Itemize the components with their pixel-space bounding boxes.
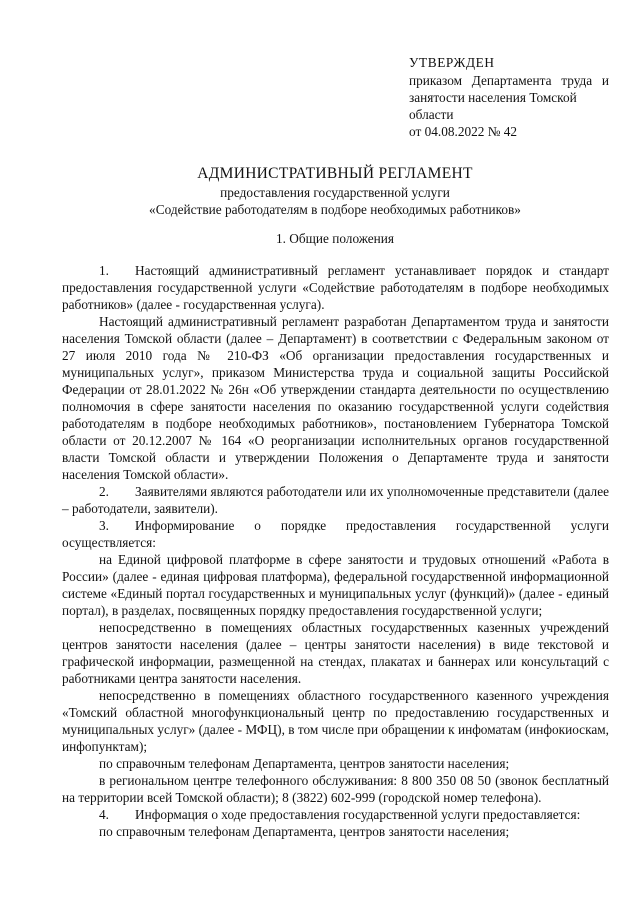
approval-stamp <box>409 54 609 140</box>
approval-order-date: от 04.08.2022 № 42 <box>409 124 518 139</box>
paragraph-number: 2. <box>99 484 109 499</box>
paragraph-1-basis: Настоящий административный регламент разработан Департаментом труда и занятости населения Томской области (далее – Департамент) в соответствии с Федеральным законом от 27 июля 2010 года № 210-ФЗ «Об организации предоставления государственных и муниципальных услуг», приказом Министерства труда и социальной защиты Российской Федерации от 28.01.2022 № 26н «Об утверждении стандарта деятельности по осуществлению полномочия в сфере занятости населения по оказанию государственной услуги содействия работодателям в подборе необходимых работников», постановлением Губернатора Томской области от 20.12.2007 № 164 «О реорганизации исполнительных органов государственной власти Томской области и утверждении Положения о Департаменте труда и занятости населения Томской области». <box>62 314 609 482</box>
document-title <box>60 164 610 218</box>
paragraph-3 <box>62 517 609 551</box>
paragraph-4 <box>62 806 609 823</box>
paragraph-1 <box>62 262 609 313</box>
paragraph-3-item-mfc: непосредственно в помещениях областного государственного казенного учреждения «Томский областной многофункциональный центр по предоставлению государственных и муниципальных услуг» (далее - МФЦ), в том числе при обращении к инфоматам (инфокиоскам, инфопунктам); <box>62 688 609 754</box>
paragraph-number: 1. <box>99 263 109 278</box>
paragraph-text: Информация о ходе предоставления государственной услуги предоставляется: <box>135 807 581 822</box>
approval-heading: УТВЕРЖДЕН <box>409 55 495 70</box>
paragraph-3-item-centers: непосредственно в помещениях областных государственных казенных учреждений центров занятости населения (далее – центры занятости населения) в виде текстовой и графической информации, размещенной на стендах, плакатах и баннерах или консультаций с работниками центра занятости населения. <box>62 620 609 686</box>
approval-order-region: области <box>409 107 454 122</box>
title-subtitle-2: «Содействие работодателям в подборе необходимых работников» <box>149 202 521 217</box>
title-main: АДМИНИСТРАТИВНЫЙ РЕГЛАМЕНТ <box>197 165 473 182</box>
approval-order-text: приказом Департамента труда и занятости населения Томской <box>409 73 609 105</box>
paragraph-number: 3. <box>99 518 109 533</box>
paragraph-2 <box>62 483 609 517</box>
paragraph-4-item-phones: по справочным телефонам Департамента, центров занятости населения; <box>99 824 510 839</box>
paragraph-3-item-phones: по справочным телефонам Департамента, центров занятости населения; <box>99 756 510 771</box>
paragraph-number: 4. <box>99 807 109 822</box>
paragraph-text: Информирование о порядке предоставления государственной услуги осуществляется: <box>62 518 609 550</box>
paragraph-3-item-platform: на Единой цифровой платформе в сфере занятости и трудовых отношений «Работа в России» (далее - единая цифровая платформа), федеральной государственной информационной системе «Единый портал государственных и муниципальных услуг (функций)» (далее - единый портал), в разделах, посвященных порядку предоставления государственной услуги; <box>62 552 609 618</box>
document-body <box>62 262 609 840</box>
paragraph-3-item-call-center: в региональном центре телефонного обслуживания: 8 800 350 08 50 (звонок бесплатный на территории всей Томской области); 8 (3822) 602-999 (городской номер телефона). <box>62 773 609 805</box>
section-heading: 1. Общие положения <box>275 231 395 246</box>
title-subtitle-1: предоставления государственной услуги <box>220 185 450 200</box>
paragraph-text: Настоящий административный регламент устанавливает порядок и стандарт предоставления государственной услуги «Содействие работодателям в подборе необходимых работников» (далее - государственная услуга). <box>62 263 609 312</box>
paragraph-text: Заявителями являются работодатели или их уполномоченные представители (далее – работодатели, заявители). <box>62 484 609 516</box>
